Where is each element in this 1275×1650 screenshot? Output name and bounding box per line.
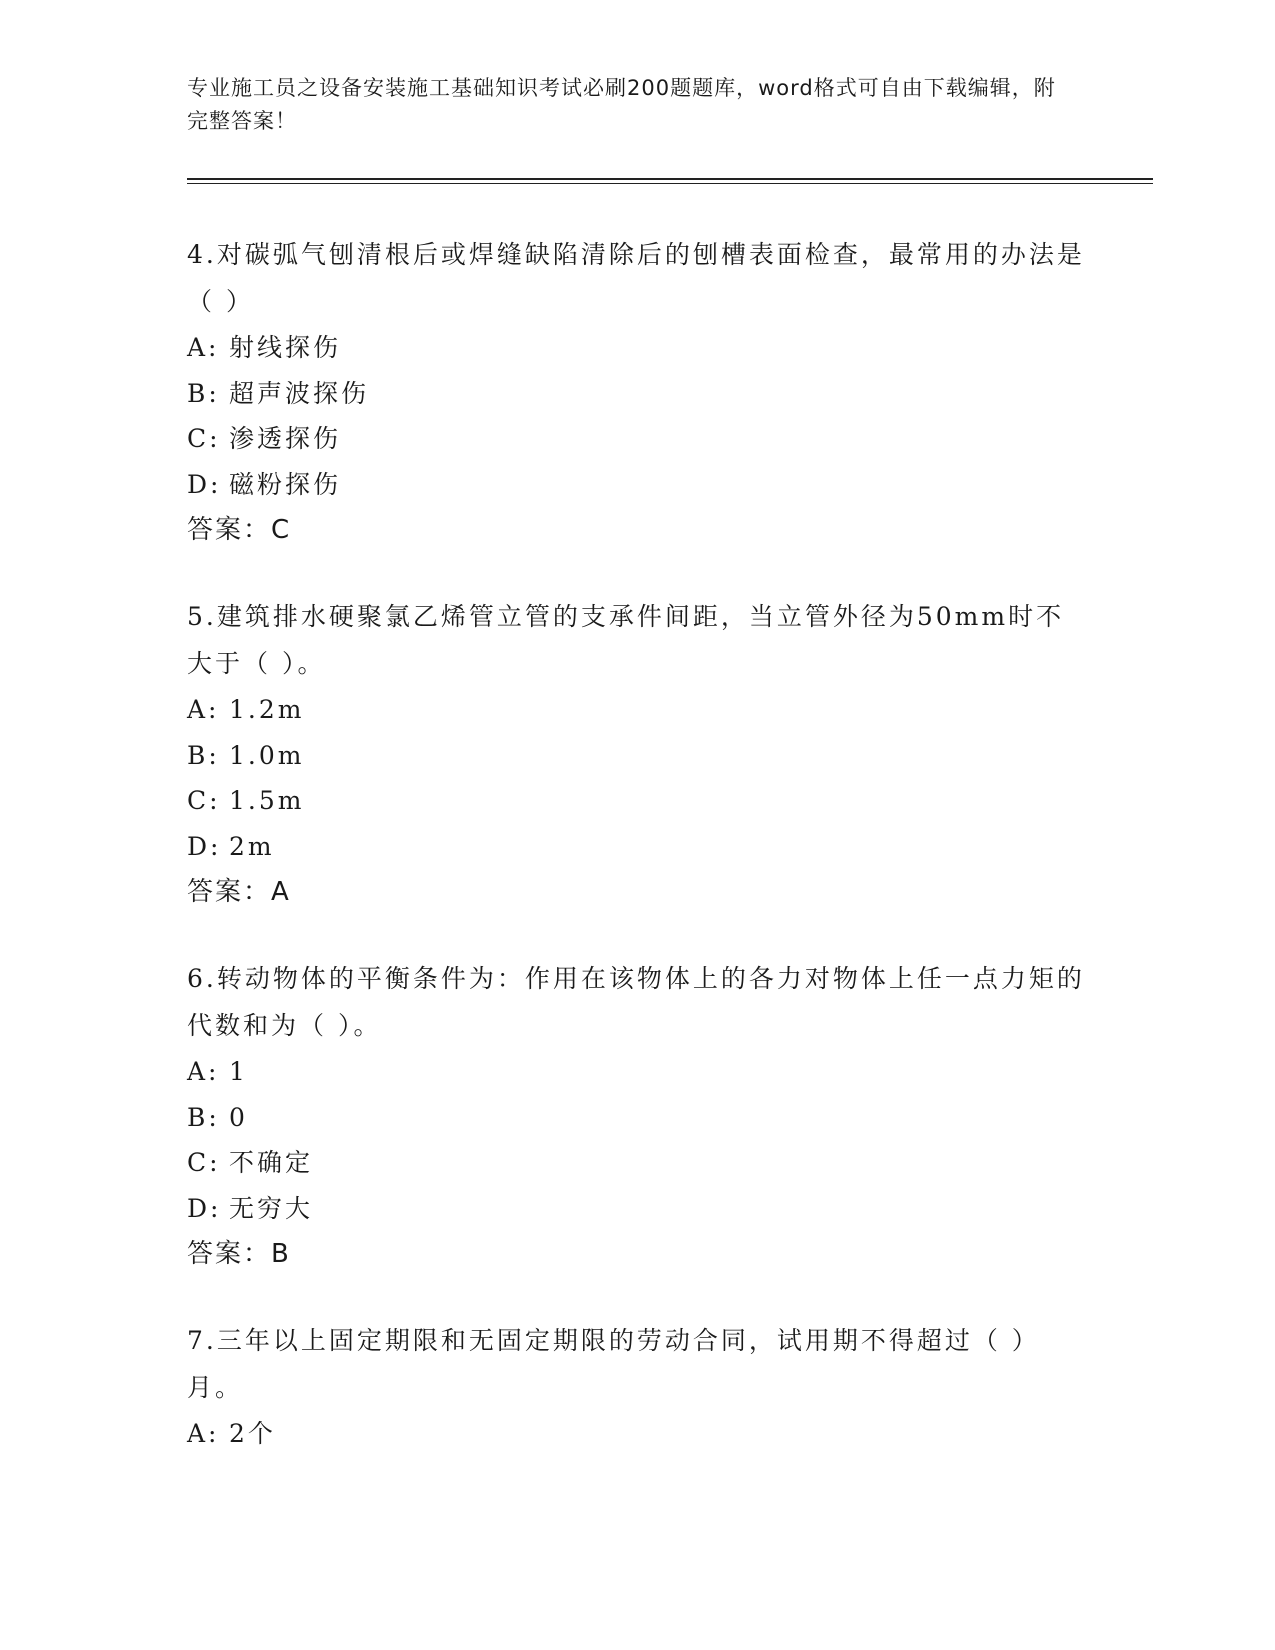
option-label: D: <box>187 831 222 861</box>
option-label: A: <box>187 1057 220 1086</box>
question-stem: 7.三年以上固定期限和无固定期限的劳动合同，试用期不得超过（ ）月。 <box>187 1326 1040 1402</box>
question-7 <box>187 1317 1087 1457</box>
option-b <box>187 1095 1087 1141</box>
option-text: 1.5m <box>229 786 305 815</box>
question-stem: 6.转动物体的平衡条件为：作用在该物体上的各力对物体上任一点力矩的代数和为（ ）。 <box>187 964 1085 1040</box>
answer: 答案：C <box>187 515 292 545</box>
question-5 <box>187 593 1087 915</box>
option-label: A: <box>187 333 220 362</box>
option-text: 射线探伤 <box>229 333 342 362</box>
header-divider-thin <box>187 183 1153 184</box>
option-text: 磁粉探伤 <box>229 469 342 499</box>
option-a <box>187 325 1087 371</box>
option-b <box>187 733 1087 779</box>
option-label: D: <box>187 1193 222 1223</box>
option-text: 超声波探伤 <box>229 378 370 408</box>
answer: 答案：A <box>187 877 291 907</box>
answer: 答案：B <box>187 1239 291 1269</box>
option-a <box>187 687 1087 733</box>
option-d <box>187 824 1087 870</box>
option-text: 2m <box>229 831 275 861</box>
option-label: A: <box>187 1419 220 1448</box>
question-6 <box>187 955 1087 1277</box>
option-d <box>187 462 1087 508</box>
option-c <box>187 778 1087 824</box>
option-text: 0 <box>229 1102 248 1132</box>
option-label: C: <box>187 1148 221 1177</box>
document-header: 专业施工员之设备安装施工基础知识考试必刷200题题库，word格式可自由下载编辑，附完整答案！ <box>187 76 1056 133</box>
option-label: C: <box>187 786 221 815</box>
option-text: 不确定 <box>229 1148 314 1177</box>
header-divider <box>187 178 1153 180</box>
option-b <box>187 371 1087 417</box>
option-text: 1.0m <box>229 740 305 770</box>
option-label: B: <box>187 740 220 770</box>
option-text: 2个 <box>229 1419 276 1448</box>
option-text: 无穷大 <box>229 1193 314 1223</box>
option-label: B: <box>187 378 220 408</box>
question-4 <box>187 231 1087 553</box>
option-a <box>187 1049 1087 1095</box>
option-c <box>187 1140 1087 1186</box>
option-text: 渗透探伤 <box>229 424 342 453</box>
option-label: A: <box>187 695 220 724</box>
option-label: C: <box>187 424 221 453</box>
question-stem: 4.对碳弧气刨清根后或焊缝缺陷清除后的刨槽表面检查，最常用的办法是（ ） <box>187 240 1085 316</box>
option-label: D: <box>187 469 222 499</box>
option-a <box>187 1411 1087 1457</box>
option-text: 1 <box>229 1057 248 1086</box>
option-d <box>187 1186 1087 1232</box>
question-stem: 5.建筑排水硬聚氯乙烯管立管的支承件间距，当立管外径为50mm时不大于（ ）。 <box>187 602 1065 678</box>
option-c <box>187 416 1087 462</box>
option-text: 1.2m <box>229 695 305 724</box>
option-label: B: <box>187 1102 220 1132</box>
